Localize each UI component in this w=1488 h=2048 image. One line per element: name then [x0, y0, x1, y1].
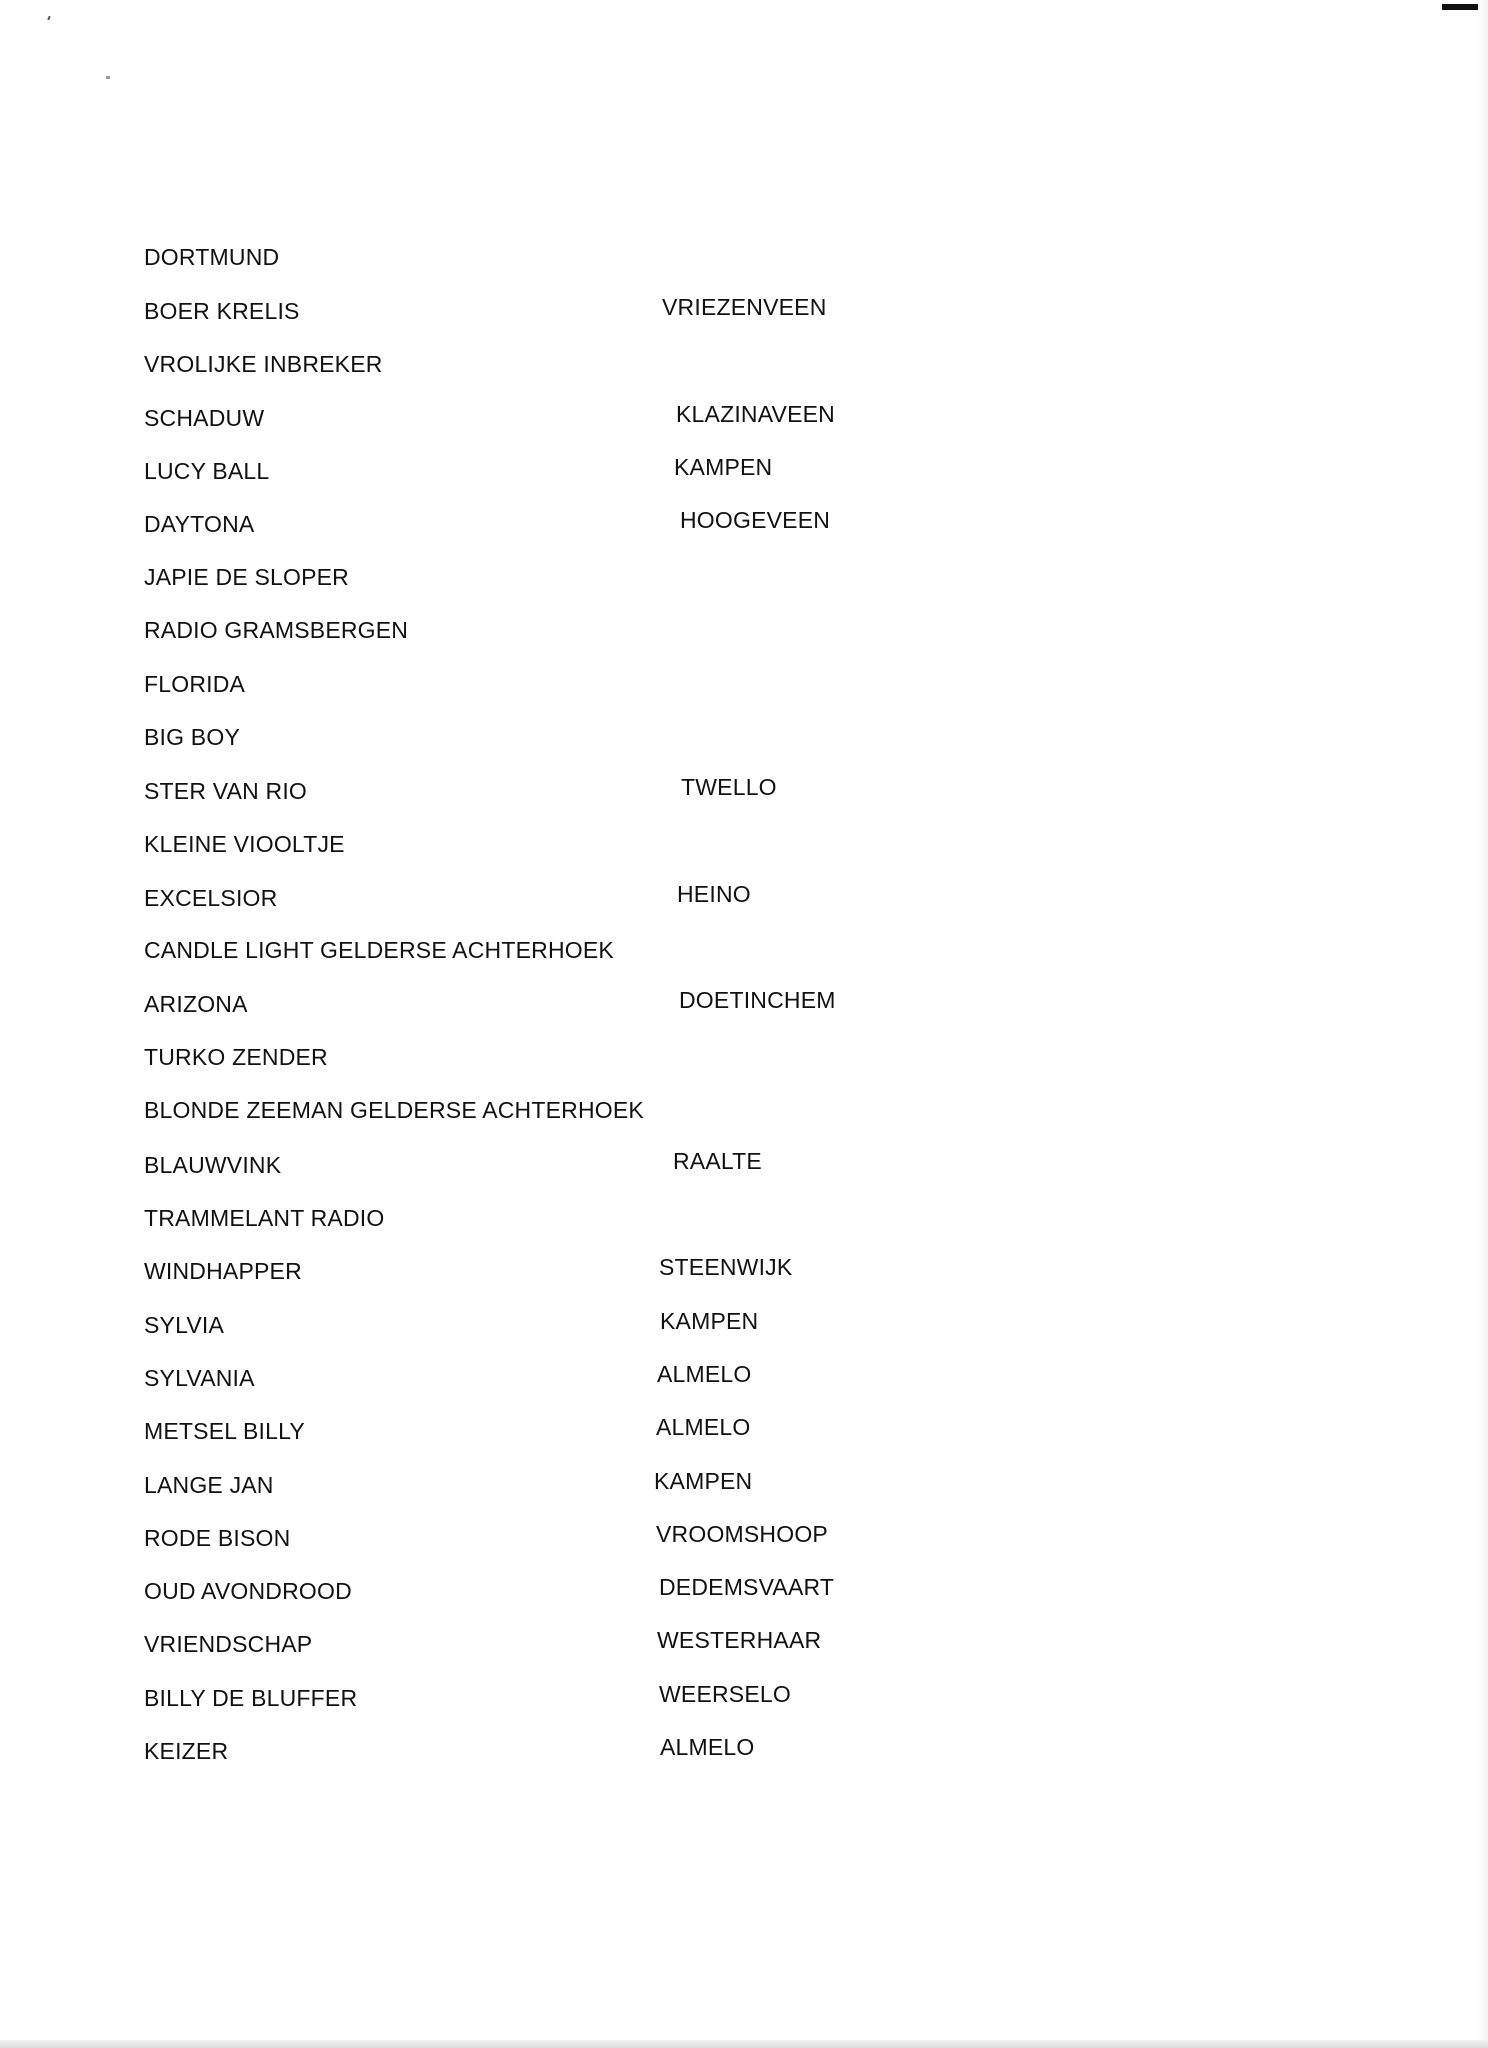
station-name: TRAMMELANT RADIO — [144, 1205, 385, 1231]
station-place: VROOMSHOOP — [656, 1521, 828, 1547]
station-name: SCHADUW — [144, 405, 265, 431]
scan-speck — [106, 76, 110, 79]
station-place: KLAZINAVEEN — [676, 401, 835, 427]
station-place: VRIEZENVEEN — [662, 294, 827, 320]
station-name: JAPIE DE SLOPER — [144, 564, 349, 590]
station-name: OUD AVONDROOD — [144, 1578, 352, 1604]
station-name: KLEINE VIOOLTJE — [144, 831, 345, 857]
station-name: WINDHAPPER — [144, 1258, 302, 1284]
station-name: TURKO ZENDER — [144, 1044, 328, 1070]
station-place: RAALTE — [673, 1148, 762, 1174]
station-place: DOETINCHEM — [679, 987, 836, 1013]
station-place: HEINO — [677, 881, 751, 907]
scan-right-edge — [1478, 0, 1488, 2048]
station-name: CANDLE LIGHT GELDERSE ACHTERHOEK — [144, 937, 614, 963]
station-name: BLONDE ZEEMAN GELDERSE ACHTERHOEK — [144, 1097, 644, 1123]
station-name: METSEL BILLY — [144, 1418, 305, 1444]
station-name: RODE BISON — [144, 1525, 291, 1551]
station-name: BIG BOY — [144, 724, 240, 750]
station-name: LUCY BALL — [144, 458, 270, 484]
station-name: FLORIDA — [144, 671, 246, 697]
station-name: STER VAN RIO — [144, 778, 307, 804]
station-place: ALMELO — [656, 1414, 751, 1440]
station-name: SYLVANIA — [144, 1365, 255, 1391]
station-name: BLAUWVINK — [144, 1152, 282, 1178]
station-place: KAMPEN — [674, 454, 773, 480]
station-place: HOOGEVEEN — [680, 507, 831, 533]
station-name: KEIZER — [144, 1738, 229, 1764]
station-name: DAYTONA — [144, 511, 255, 537]
scan-bottom-edge — [0, 2040, 1488, 2048]
station-name: BILLY DE BLUFFER — [144, 1685, 358, 1711]
station-name: EXCELSIOR — [144, 885, 278, 911]
station-place: WESTERHAAR — [657, 1627, 822, 1653]
station-place: ALMELO — [660, 1734, 755, 1760]
station-place: DEDEMSVAART — [659, 1574, 835, 1600]
station-place: TWELLO — [681, 774, 777, 800]
station-name: VROLIJKE INBREKER — [144, 351, 383, 377]
station-name: SYLVIA — [144, 1312, 225, 1338]
station-place: WEERSELO — [659, 1681, 791, 1707]
station-name: DORTMUND — [144, 244, 280, 270]
station-name: LANGE JAN — [144, 1472, 274, 1498]
station-place: STEENWIJK — [659, 1254, 793, 1280]
scan-speck — [47, 16, 51, 20]
station-name: ARIZONA — [144, 991, 248, 1017]
station-name: VRIENDSCHAP — [144, 1631, 313, 1657]
station-name: BOER KRELIS — [144, 298, 300, 324]
station-place: ALMELO — [657, 1361, 752, 1387]
station-place: KAMPEN — [654, 1468, 753, 1494]
station-place: KAMPEN — [660, 1308, 759, 1334]
station-name: RADIO GRAMSBERGEN — [144, 617, 409, 643]
